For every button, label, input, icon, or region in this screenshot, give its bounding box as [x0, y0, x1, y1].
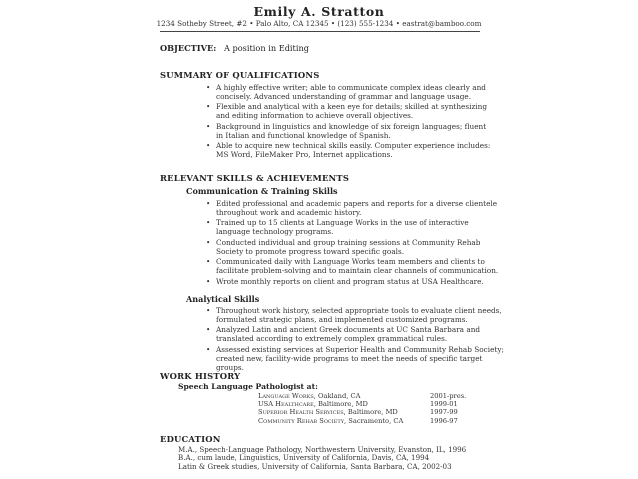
communication-skills-list	[205, 199, 505, 287]
header-divider	[160, 31, 480, 32]
list-item: • Analyzed Latin and ancient Greek documents at UC Santa Barbara and translated according to extremely complex grammatical rules.	[205, 325, 505, 343]
education-item: Latin & Greek studies, University of California, Santa Barbara, CA, 2002-03	[178, 461, 452, 471]
job-row	[258, 392, 508, 400]
list-item: • Wrote monthly reports on client and program status at USA Healthcare.	[205, 277, 505, 286]
education-item: M.A., Speech-Language Pathology, Northwestern University, Evanston, IL, 1996	[178, 445, 467, 454]
list-item: • Able to acquire new technical skills easily. Computer experience includes: MS Word, FileMaker Pro, Internet applications.	[205, 141, 495, 159]
list-item: • Communicated daily with Language Works team members and clients to facilitate problem-solving and to maintain clear channels of communication.	[205, 257, 505, 275]
education-title: EDUCATION	[160, 434, 221, 444]
list-item: • A highly effective writer; able to communicate complex ideas clearly and concisely. Advanced understanding of grammar and language usage.	[205, 83, 495, 101]
contact-line: 1234 Sotheby Street, #2 • Palo Alto, CA 12345 • (123) 555-1234 • eastrat@bamboo.com	[156, 19, 482, 28]
list-item: • Trained up to 15 clients at Language Works in the use of interactive language technology programs.	[205, 218, 505, 236]
employer-name: Superior Health Services	[258, 408, 344, 417]
list-item: • Conducted individual and group training sessions at Community Rehab Society to promote progress toward specific goals.	[205, 238, 505, 256]
job-row	[258, 400, 508, 408]
job-years: 1996-97	[430, 416, 458, 425]
list-item: • Assessed existing services at Superior Health and Community Rehab Society; created new, facility-wide programs to meet the needs of specific target groups.	[205, 345, 505, 372]
job-years: 1997-99	[430, 408, 458, 417]
job-row	[258, 417, 508, 425]
job-row	[258, 408, 508, 416]
job-years: 1999-01	[430, 400, 458, 409]
applicant-name: Emily A. Stratton	[253, 4, 385, 19]
summary-title: SUMMARY OF QUALIFICATIONS	[160, 70, 320, 80]
position-title: Speech Language Pathologist at:	[178, 382, 318, 391]
job-list	[258, 392, 508, 425]
list-item: • Flexible and analytical with a keen eye for details; skilled at synthesizing and editing information to achieve overall objectives.	[205, 102, 495, 120]
communication-skills-title: Communication & Training Skills	[186, 186, 338, 196]
list-item: • Background in linguistics and knowledge of six foreign languages; fluent in Italian and functional knowledge of Spanish.	[205, 122, 495, 140]
analytical-skills-title: Analytical Skills	[186, 294, 260, 304]
objective-text: A position in Editing	[224, 43, 309, 53]
list-item: • Edited professional and academic papers and reports for a diverse clientele throughout work and academic history.	[205, 199, 505, 217]
education-item: B.A., cum laude, Linguistics, University of California, Davis, CA, 1994	[178, 453, 430, 463]
analytical-skills-list	[205, 306, 505, 373]
skills-title: RELEVANT SKILLS & ACHIEVEMENTS	[160, 173, 350, 183]
employer-name: USA Healthcare	[258, 400, 314, 409]
list-item: • Throughout work history, selected appropriate tools to evaluate client needs, formulated strategic plans, and implemented customized programs.	[205, 306, 505, 324]
job-years: 2001-pres.	[430, 392, 467, 400]
objective-label: OBJECTIVE:	[160, 43, 217, 53]
education-list	[178, 446, 466, 471]
resume-header	[0, 4, 638, 29]
employer-name: Language Works	[258, 392, 314, 400]
work-history-title: WORK HISTORY	[160, 371, 241, 381]
objective-section	[160, 43, 309, 53]
summary-list	[205, 83, 495, 161]
employer-location: , Baltimore, MD	[343, 408, 398, 417]
employer-location: , Baltimore, MD	[313, 400, 368, 409]
employer-location: , Sacramento, CA	[344, 416, 404, 425]
employer-location: , Oakland, CA	[313, 392, 361, 400]
employer-name: Community Rehab Society	[258, 416, 345, 425]
